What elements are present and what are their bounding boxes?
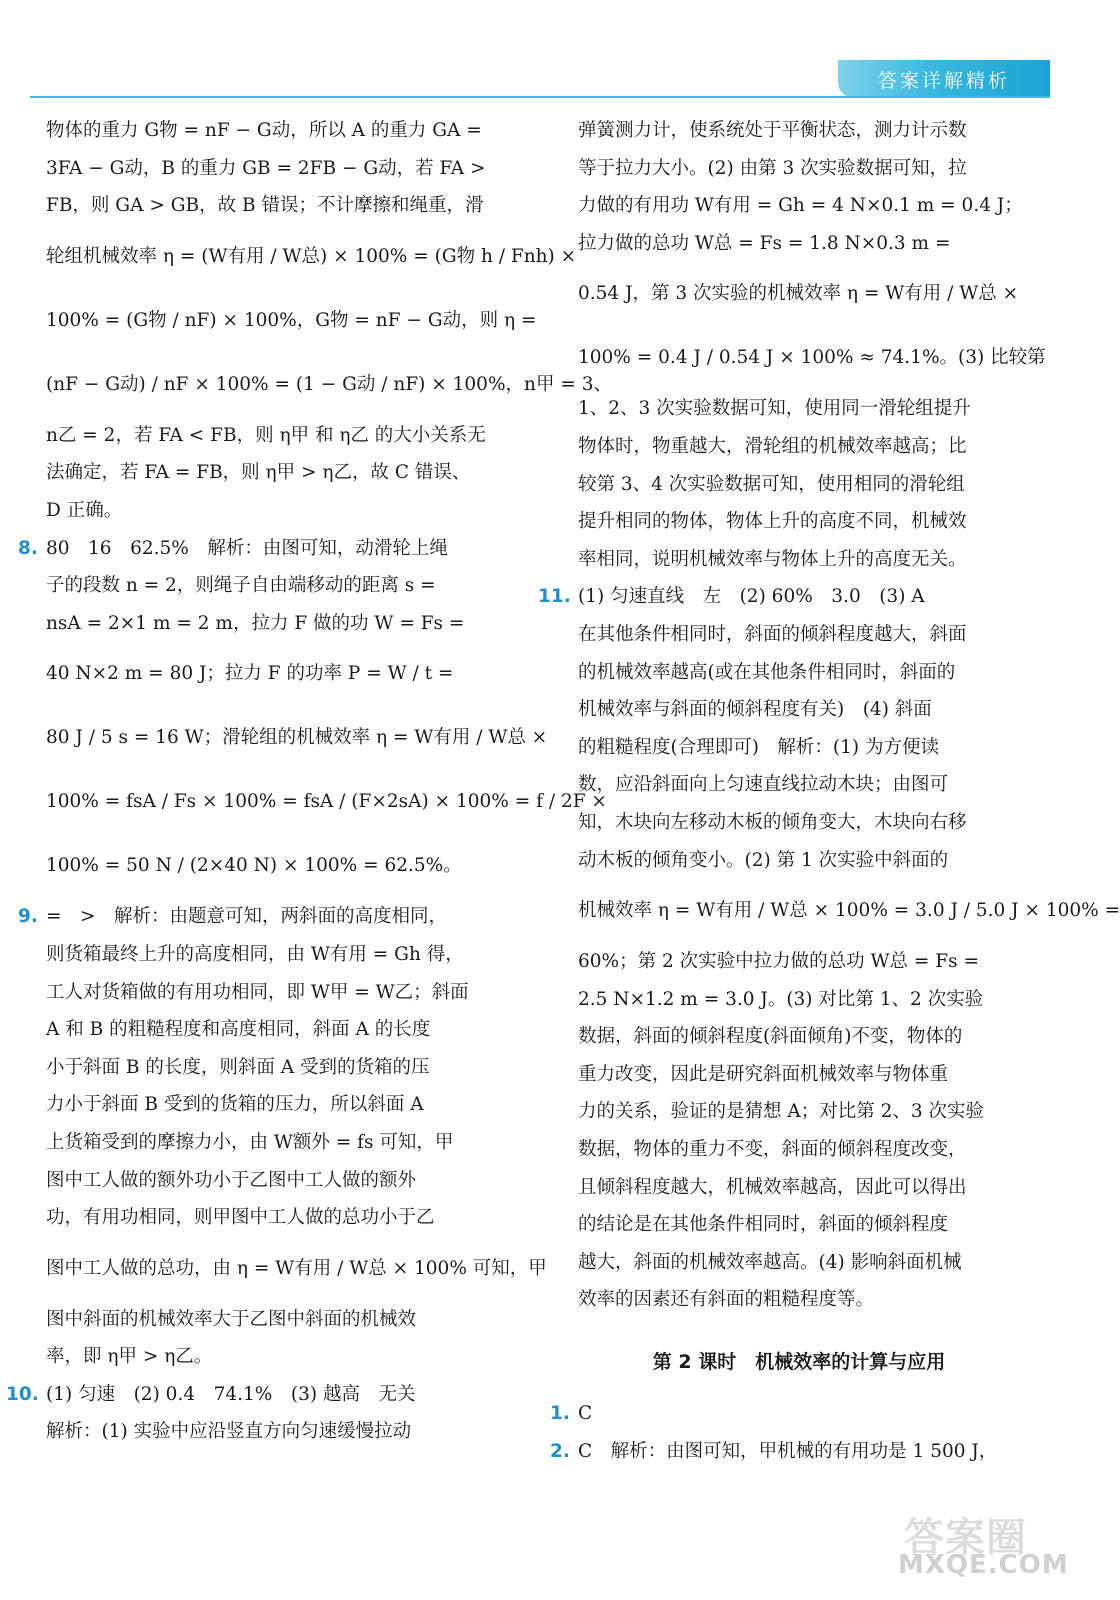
text-line: 提升相同的物体，物体上升的高度不同，机械效 <box>578 511 967 533</box>
question-8-line <box>18 530 496 568</box>
text-line: 80 J / 5 s = 16 W；滑轮组的机械效率 η = W有用 / W总 × <box>46 727 548 749</box>
text-line: 知，木块向左移动木板的倾角变大，木块向右移 <box>578 811 967 833</box>
text-line: 力做的有用功 W有用 = Gh = 4 N×0.1 m = 0.4 J； <box>578 195 1023 217</box>
text-line: 较第 3、4 次实验数据可知，使用相同的滑轮组 <box>578 473 965 495</box>
text-line: C <box>578 1403 593 1425</box>
text-line: (nF − G动) / nF × 100% = (1 − G动 / nF) × 100%，n甲 = 3、 <box>46 373 612 395</box>
text-line: 的机械效率越高(或在其他条件相同时，斜面的 <box>578 661 956 683</box>
text-line: 2.5 N×1.2 m = 3.0 J。(3) 对比第 1、2 次实验 <box>578 988 984 1010</box>
text-line: (1) 匀速 (2) 0.4 74.1% (3) 越高 无关 <box>46 1383 416 1405</box>
header-tab <box>838 60 1050 98</box>
watermark-text: 答案圈 <box>904 1515 1027 1561</box>
text-line: 效率的因素还有斜面的粗糙程度等。 <box>578 1289 875 1311</box>
text-line: 100% = 0.4 J / 0.54 J × 100% ≈ 74.1%。(3) 比较第 <box>578 347 1046 369</box>
question-number: 1. <box>550 1403 570 1425</box>
question-11-line <box>538 578 1020 616</box>
text-line: 数，应沿斜面向上匀速直线拉动木块；由图可 <box>578 774 949 796</box>
watermark-logo <box>894 1506 1069 1586</box>
text-line: 图中工人做的额外功小于乙图中工人做的额外 <box>46 1169 417 1191</box>
text-line: D 正确。 <box>46 499 123 521</box>
text-line: 轮组机械效率 η = (W有用 / W总) × 100% = (G物 h / Fnh) × <box>46 245 577 267</box>
question-number: 8. <box>18 537 38 559</box>
text-line: 弹簧测力计，使系统处于平衡状态，测力计示数 <box>578 120 967 141</box>
text-line: 功，有用功相同，则甲图中工人做的总功小于乙 <box>46 1207 435 1229</box>
text-line: 越大，斜面的机械效率越高。(4) 影响斜面机械 <box>578 1251 962 1273</box>
question-number: 2. <box>550 1440 570 1462</box>
text-line: FB，则 GA > GB，故 B 错误；不计摩擦和绳重，滑 <box>46 195 484 217</box>
text-line: 力的关系，验证的是猜想 A；对比第 2、3 次实验 <box>578 1101 985 1123</box>
text-line: 力小于斜面 B 受到的货箱的压力，所以斜面 A <box>46 1094 424 1116</box>
question-9-line <box>18 898 496 936</box>
text-line: = > 解析：由题意可知，两斜面的高度相同， <box>46 906 448 928</box>
text-line: 机械效率 η = W有用 / W总 × 100% = 3.0 J / 5.0 J × 100% = <box>578 900 1120 922</box>
watermark-url: MXQE.COM <box>898 1550 1069 1580</box>
text-line: 60%；第 2 次实验中拉力做的总功 W总 = Fs = <box>578 951 980 973</box>
header-title: 答案详解精析 <box>878 70 1011 92</box>
question-1-line <box>550 1395 1020 1433</box>
text-line: 100% = fsA / Fs × 100% = fsA / (F×2sA) × 100% = f / 2F × <box>46 791 607 813</box>
text-line: 等于拉力大小。(2) 由第 3 次实验数据可知，拉 <box>578 157 967 179</box>
text-line: 动木板的倾角变小。(2) 第 1 次实验中斜面的 <box>578 849 949 871</box>
text-line: 率，即 η甲 > η乙。 <box>46 1346 213 1368</box>
text-line: 3FA − G动，B 的重力 GB = 2FB − G动，若 FA > <box>46 157 486 179</box>
text-line: 法确定，若 FA = FB，则 η甲 > η乙，故 C 错误、 <box>46 462 471 484</box>
text-line: 工人对货箱做的有用功相同，即 W甲 = W乙；斜面 <box>46 981 469 1003</box>
text-line: 图中斜面的机械效率大于乙图中斜面的机械效 <box>46 1308 417 1330</box>
text-line: 机械效率与斜面的倾斜程度有关) (4) 斜面 <box>578 699 932 721</box>
text-line: 上货箱受到的摩擦力小，由 W额外 = fs 可知，甲 <box>46 1131 454 1153</box>
text-line: 则货箱最终上升的高度相同，由 W有用 = Gh 得， <box>46 943 464 965</box>
header-divider <box>30 96 1050 98</box>
text-line: 物体的重力 G物 = nF − G动，所以 A 的重力 GA = <box>46 120 482 141</box>
right-column <box>538 112 1120 1470</box>
text-line: 100% = (G物 / nF) × 100%，G物 = nF − G动，则 η = <box>46 309 537 331</box>
text-line: n乙 = 2，若 FA < FB，则 η甲 和 η乙 的大小关系无 <box>46 424 486 446</box>
question-number: 10. <box>6 1383 39 1405</box>
text-line: (1) 匀速直线 左 (2) 60% 3.0 (3) A <box>578 586 925 608</box>
text-line: 小于斜面 B 的长度，则斜面 A 受到的货箱的压 <box>46 1056 430 1078</box>
question-2-line <box>550 1433 1020 1471</box>
text-line: 1、2、3 次实验数据可知，使用同一滑轮组提升 <box>578 398 971 420</box>
text-line: A 和 B 的粗糙程度和高度相同，斜面 A 的长度 <box>46 1019 431 1041</box>
text-line: 重力改变，因此是研究斜面机械效率与物体重 <box>578 1063 949 1085</box>
text-line: 且倾斜程度越大，机械效率越高，因此可以得出 <box>578 1176 967 1198</box>
text-line: 率相同，说明机械效率与物体上升的高度无关。 <box>578 548 967 570</box>
text-line: 物体时，物重越大，滑轮组的机械效率越高；比 <box>578 435 967 457</box>
text-line: 拉力做的总功 W总 = Fs = 1.8 N×0.3 m = <box>578 232 951 254</box>
text-line: 图中工人做的总功，由 η = W有用 / W总 × 100% 可知，甲 <box>46 1257 547 1279</box>
text-line: 子的段数 n = 2，则绳子自由端移动的距离 s = <box>46 575 436 597</box>
text-line: 在其他条件相同时，斜面的倾斜程度越大，斜面 <box>578 623 967 645</box>
text-line: 的粗糙程度(合理即可) 解析：(1) 为方便读 <box>578 736 940 758</box>
text-line: 的结论是在其他条件相同时，斜面的倾斜程度 <box>578 1214 949 1236</box>
text-line: 80 16 62.5% 解析：由图可知，动滑轮上绳 <box>46 537 448 559</box>
question-10-line <box>6 1376 496 1414</box>
text-line: 数据，斜面的倾斜程度(斜面倾角)不变，物体的 <box>578 1026 963 1048</box>
text-line: 0.54 J，第 3 次实验的机械效率 η = W有用 / W总 × <box>578 283 1019 305</box>
question-number: 11. <box>538 586 571 608</box>
text-line: 100% = 50 N / (2×40 N) × 100% = 62.5%。 <box>46 855 462 877</box>
text-line: 解析：(1) 实验中应沿竖直方向匀速缓慢拉动 <box>46 1421 412 1443</box>
text-line: 数据，物体的重力不变，斜面的倾斜程度改变， <box>578 1139 967 1161</box>
text-line: nsA = 2×1 m = 2 m，拉力 F 做的功 W = Fs = <box>46 612 465 634</box>
section-heading: 第 2 课时 机械效率的计算与应用 <box>652 1351 946 1374</box>
text-line: C 解析：由图可知，甲机械的有用功是 1 500 J， <box>578 1440 998 1462</box>
question-number: 9. <box>18 906 38 928</box>
text-line: 40 N×2 m = 80 J；拉力 F 的功率 P = W / t = <box>46 663 454 685</box>
